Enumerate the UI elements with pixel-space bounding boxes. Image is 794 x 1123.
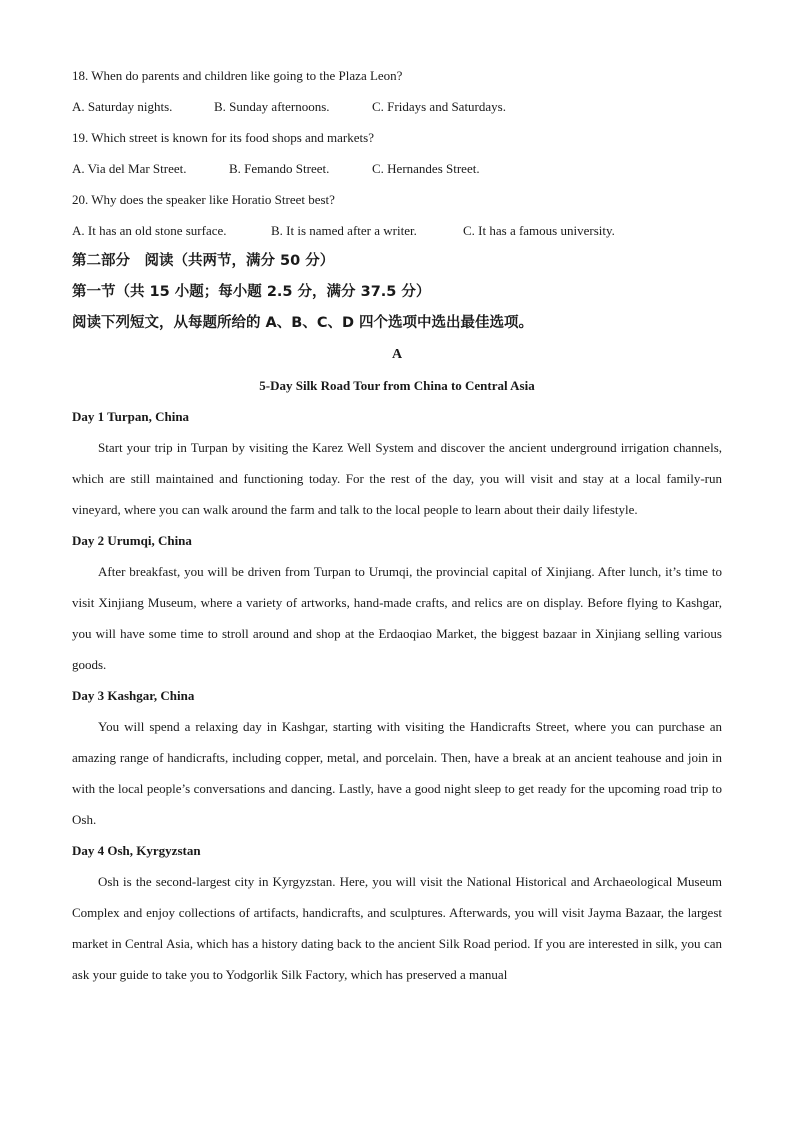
question-20-option-a: A. It has an old stone surface.	[72, 223, 227, 238]
question-19-options	[72, 153, 722, 184]
question-20-option-b: B. It is named after a writer.	[271, 223, 417, 238]
part-title: 第二部分 阅读（共两节，满分 50 分）	[72, 253, 335, 269]
question-18-option-c: C. Fridays and Saturdays.	[372, 99, 506, 114]
question-18-options	[72, 91, 722, 122]
day-2-paragraph: After breakfast, you will be driven from Turpan to Urumqi, the provincial capital of Xinjiang. After lunch, it’s time to visit Xinjiang Museum, where a variety of artworks, hand-made crafts, and relics are on display. Before flying to Kashgar, you will have some time to stroll around and shop at the Erdaoqiao Market, the biggest bazaar in Xinjiang selling various goods.	[72, 564, 722, 672]
day-3-heading: Day 3 Kashgar, China	[72, 688, 195, 703]
reading-instruction: 阅读下列短文，从每题所给的 A、B、C、D 四个选项中选出最佳选项。	[72, 315, 534, 331]
question-19-option-b: B. Femando Street.	[229, 161, 330, 176]
day-2-heading: Day 2 Urumqi, China	[72, 533, 192, 548]
passage-title: 5-Day Silk Road Tour from China to Central Asia	[259, 378, 535, 393]
question-20-stem: 20. Why does the speaker like Horatio Street best?	[72, 192, 335, 207]
question-20-option-c: C. It has a famous university.	[463, 223, 615, 238]
question-20-options	[72, 215, 722, 246]
question-18-option-a: A. Saturday nights.	[72, 99, 173, 114]
passage-letter: A	[391, 347, 403, 362]
question-19-stem: 19. Which street is known for its food shops and markets?	[72, 130, 374, 145]
question-19-option-a: A. Via del Mar Street.	[72, 161, 187, 176]
exam-page	[72, 60, 722, 990]
question-18-stem: 18. When do parents and children like going to the Plaza Leon?	[72, 68, 403, 83]
subsection-title: 第一节（共 15 小题；每小题 2.5 分，满分 37.5 分）	[72, 284, 431, 300]
question-18-option-b: B. Sunday afternoons.	[214, 99, 330, 114]
question-19-option-c: C. Hernandes Street.	[372, 161, 480, 176]
day-1-paragraph: Start your trip in Turpan by visiting the Karez Well System and discover the ancient underground irrigation channels, which are still maintained and functioning today. For the rest of the day, you will visit and stay at a local family-run vineyard, where you can walk around the farm and talk to the local people to learn about their daily lifestyle.	[72, 440, 722, 517]
day-4-paragraph: Osh is the second-largest city in Kyrgyzstan. Here, you will visit the National Historical and Archaeological Museum Complex and enjoy collections of artifacts, handicrafts, and sculptures. Afterwards, you will visit Jayma Bazaar, the largest market in Central Asia, which has a history dating back to the ancient Silk Road period. If you are interested in silk, you can ask your guide to take you to Yodgorlik Silk Factory, which has preserved a manual	[72, 874, 722, 982]
day-3-paragraph: You will spend a relaxing day in Kashgar, starting with visiting the Handicrafts Street, where you can purchase an amazing range of handicrafts, including copper, metal, and porcelain. Then, have a break at an ancient teahouse and join in with the local people’s conversations and dancing. Lastly, have a good night sleep to get ready for the upcoming road trip to Osh.	[72, 719, 722, 827]
day-4-heading: Day 4 Osh, Kyrgyzstan	[72, 843, 201, 858]
day-1-heading: Day 1 Turpan, China	[72, 409, 190, 424]
